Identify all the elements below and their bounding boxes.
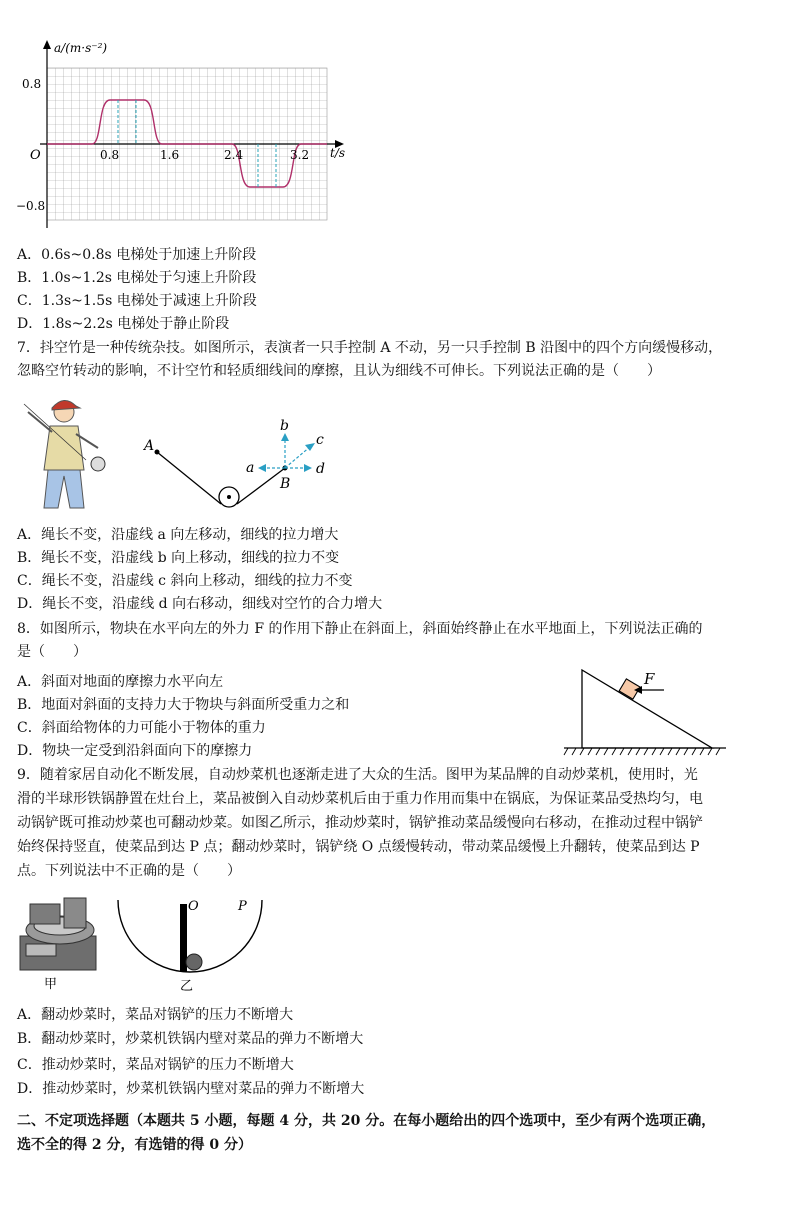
x-tick-label: 3.2 <box>290 148 310 162</box>
label-a: a <box>246 460 255 476</box>
q9-stem: 9．随着家居自动化不断发展，自动炒菜机也逐渐走进了大众的生活。图甲为某品牌的自动炒菜机，使用时，光 <box>17 767 698 783</box>
acceleration-time-graph <box>14 34 350 230</box>
label-b: b <box>280 418 289 434</box>
q7-option-c: C．绳长不变，沿虚线 c 斜向上移动，细线的拉力不变 <box>17 573 353 589</box>
q9-stem: 动锅铲既可推动炒菜也可翻动炒菜。如图乙所示，推动炒菜时，锅铲推动菜品缓慢向右移动，在推动过程中锅铲 <box>17 815 703 831</box>
figure-yi-label: 乙 <box>180 979 194 994</box>
q7-stem: 7．抖空竹是一种传统杂技。如图所示，表演者一只手控制 A 不动，另一只手控制 B 沿图中的四个方向缓慢移动， <box>17 340 723 356</box>
label-d: d <box>316 461 325 477</box>
wok-spatula-diagram <box>110 896 270 996</box>
arrow-c-icon <box>305 443 315 451</box>
ground-hatching <box>564 748 720 755</box>
q6-option-a: A．0.6s~0.8s 电梯处于加速上升阶段 <box>17 247 257 263</box>
q7-stem: 忽略空竹转动的影响，不计空竹和轻质细线间的摩擦，且认为细线不可伸长。下列说法正确的是（ ） <box>17 363 661 379</box>
q9-option-c: C．推动炒菜时，菜品对锅铲的压力不断增大 <box>17 1057 294 1073</box>
diabolo-icon <box>91 457 105 471</box>
origin-label: O <box>30 148 41 163</box>
label-O: O <box>188 899 199 914</box>
performer-arm <box>28 412 52 432</box>
arrow-d-icon <box>304 464 312 472</box>
incline-block-diagram <box>560 662 730 762</box>
x-axis-label: t/s <box>330 146 346 160</box>
label-P: P <box>238 899 247 914</box>
q8-stem: 是（ ） <box>17 644 87 660</box>
label-A: A <box>144 438 155 454</box>
arrow-a-icon <box>258 464 266 472</box>
food-ball <box>186 954 202 970</box>
section2-heading: 二、不定项选择题（本题共 5 小题，每题 4 分，共 20 分。在每小题给出的四个选项中，至少有两个选项正确， <box>17 1113 716 1129</box>
q8-option-a: A．斜面对地面的摩擦力水平向左 <box>17 674 224 690</box>
section2-heading: 选不全的得 2 分，有选错的得 0 分） <box>17 1137 252 1153</box>
q9-stem: 滑的半球形铁锅静置在灶台上，菜品被倒入自动炒菜机后由于重力作用而集中在锅底，为保证菜品受热均匀，电 <box>17 791 703 807</box>
diabolo-string-diagram <box>140 416 340 516</box>
q7-option-b: B．绳长不变，沿虚线 b 向上移动，细线的拉力不变 <box>17 550 340 566</box>
diabolo-performer-illustration <box>14 390 114 516</box>
q9-option-b: B．翻动炒菜时，炒菜机铁锅内壁对菜品的弹力不断增大 <box>17 1031 364 1047</box>
performer-cap <box>52 400 80 410</box>
performer-body <box>44 426 84 470</box>
q7-option-a: A．绳长不变，沿虚线 a 向左移动，细线的拉力增大 <box>17 527 339 543</box>
force-label: F <box>644 670 655 688</box>
q6-option-d: D．1.8s~2.2s 电梯处于静止阶段 <box>17 316 230 332</box>
q7-option-d: D．绳长不变，沿虚线 d 向右移动，细线对空竹的合力增大 <box>17 596 383 612</box>
q8-option-c: C．斜面给物体的力可能小于物体的重力 <box>17 720 266 736</box>
label-c: c <box>316 432 324 448</box>
q9-option-d: D．推动炒菜时，炒菜机铁锅内壁对菜品的弹力不断增大 <box>17 1081 365 1097</box>
q6-option-b: B．1.0s~1.2s 电梯处于匀速上升阶段 <box>17 270 257 286</box>
y-tick-label: 0.8 <box>22 77 42 91</box>
label-B: B <box>280 476 291 492</box>
q8-stem: 8．如图所示，物块在水平向左的外力 F 的作用下静止在斜面上，斜面始终静止在水平地面上，下列说法正确的 <box>17 621 703 637</box>
q9-option-a: A．翻动炒菜时，菜品对锅铲的压力不断增大 <box>17 1007 294 1023</box>
y-tick-label: −0.8 <box>16 199 46 213</box>
q6-option-c: C．1.3s~1.5s 电梯处于减速上升阶段 <box>17 293 257 309</box>
arrow-b-icon <box>281 433 289 441</box>
performer-legs <box>44 470 84 508</box>
y-axis-label: a/(m·s⁻²) <box>54 41 108 55</box>
q8-option-b: B．地面对斜面的支持力大于物块与斜面所受重力之和 <box>17 697 350 713</box>
figure-jia-label: 甲 <box>44 977 58 992</box>
q9-stem: 点。下列说法中不正确的是（ ） <box>17 863 241 879</box>
x-tick-label: 2.4 <box>224 148 244 162</box>
x-tick-label: 0.8 <box>100 148 120 162</box>
y-axis-arrow-icon <box>43 40 51 49</box>
cooking-machine-photo <box>14 884 104 992</box>
x-tick-label: 1.6 <box>160 148 180 162</box>
q8-option-d: D．物块一定受到沿斜面向下的摩擦力 <box>17 743 253 759</box>
q9-stem: 始终保持竖直，使菜品到达 P 点；翻动炒菜时，锅铲绕 O 点缓慢转动，带动菜品缓慢上升翻转，使菜品到达 P <box>17 839 700 855</box>
